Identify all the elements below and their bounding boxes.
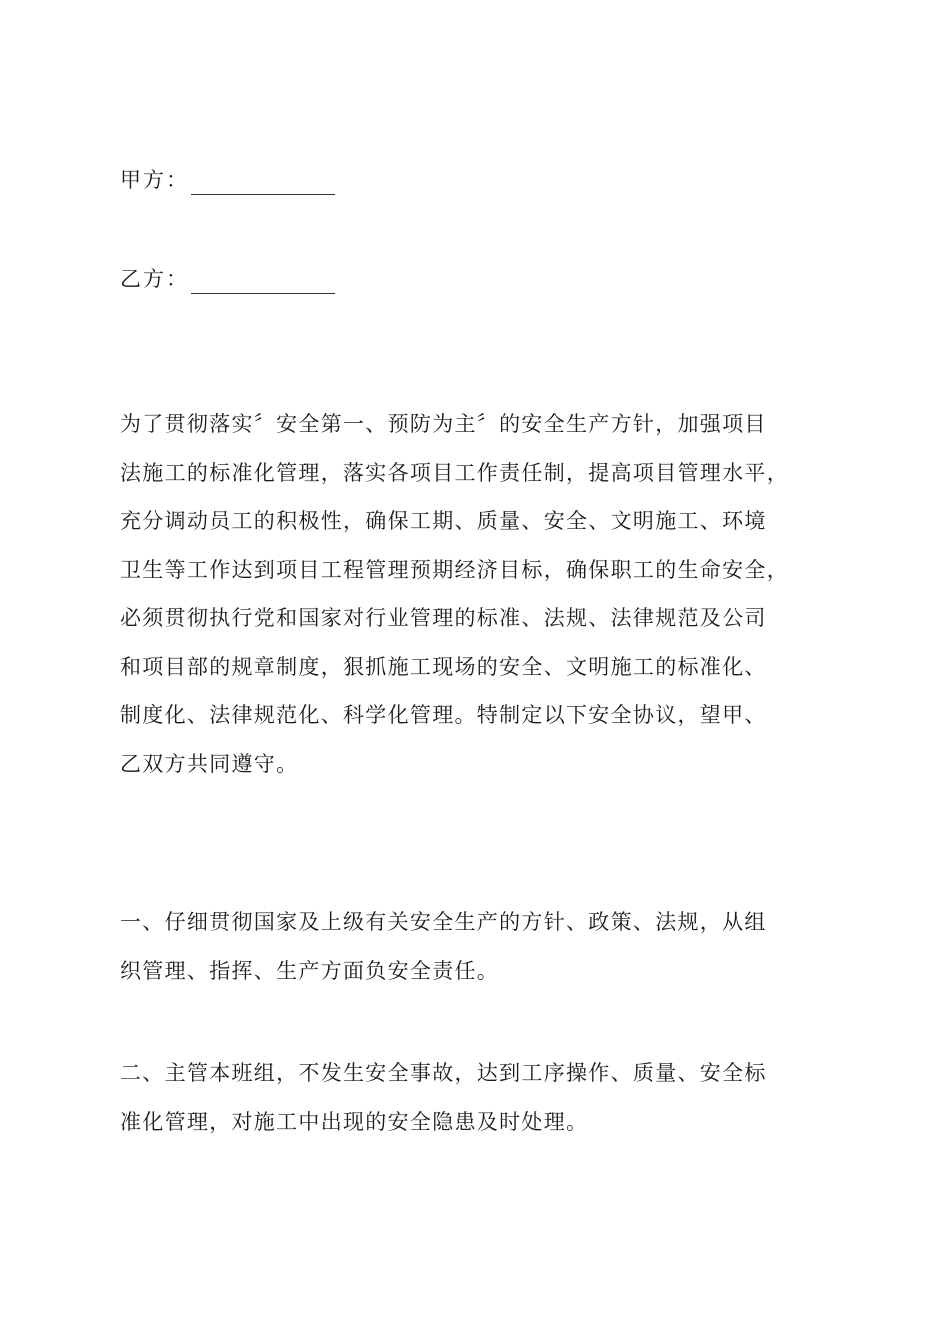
clause-two-paragraph — [120, 1049, 840, 1146]
clause-one-line: 织管理、指挥、生产方面负安全责任。 — [120, 958, 500, 983]
intro-line: 和项目部的规章制度，狠抓施工现场的安全、文明施工的标准化、 — [120, 654, 767, 679]
intro-line: 乙双方共同遵守。 — [120, 751, 299, 776]
party-a-blank — [191, 172, 335, 195]
party-a-label: 甲方： — [120, 168, 189, 192]
intro-line: 卫生等工作达到项目工程管理预期经济目标，确保职工的生命安全， — [120, 557, 789, 582]
intro-paragraph — [120, 400, 840, 788]
intro-line: 充分调动员工的积极性，确保工期、质量、安全、文明施工、环境 — [120, 509, 767, 533]
clause-one-paragraph — [120, 898, 840, 995]
intro-line: 法施工的标准化管理，落实各项目工作责任制，提高项目管理水平， — [120, 460, 789, 485]
party-b-label: 乙方： — [120, 267, 189, 291]
party-b-blank — [191, 271, 335, 294]
party-a-line — [120, 165, 335, 195]
intro-line: 必须贯彻执行党和国家对行业管理的标准、法规、法律规范及公司 — [120, 606, 767, 630]
party-b-line — [120, 264, 335, 294]
intro-line: 制度化、法律规范化、科学化管理。特制定以下安全协议，望甲、 — [120, 703, 767, 727]
clause-two-line: 准化管理，对施工中出现的安全隐患及时处理。 — [120, 1109, 589, 1134]
clause-one-line: 一、仔细贯彻国家及上级有关安全生产的方针、政策、法规，从组 — [120, 910, 767, 934]
intro-line: 为了贯彻落实〞安全第一、预防为主〞的安全生产方针，加强项目 — [120, 412, 767, 436]
clause-two-line: 二、主管本班组，不发生安全事故，达到工序操作、质量、安全标 — [120, 1061, 767, 1085]
